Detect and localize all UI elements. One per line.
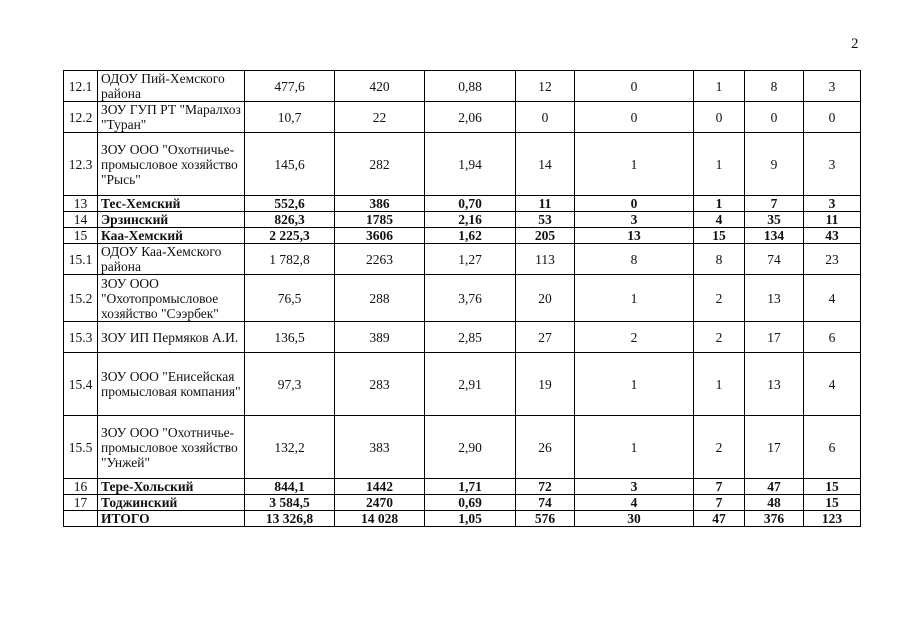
value-cell-c1: 145,6 xyxy=(245,133,335,196)
value-cell-c2: 2263 xyxy=(335,244,425,275)
row-name-cell: ОДОУ Пий-Хемского района xyxy=(98,71,245,102)
value-cell-c5: 8 xyxy=(575,244,694,275)
value-cell-c1: 844,1 xyxy=(245,479,335,495)
row-name-cell: ЗОУ ООО "Охотничье-промысловое хозяйство "Рысь" xyxy=(98,133,245,196)
row-name-cell: Тоджинский xyxy=(98,495,245,511)
value-cell-c6: 7 xyxy=(694,495,745,511)
value-cell-c3: 3,76 xyxy=(425,275,516,322)
table-row xyxy=(64,416,861,479)
table-row xyxy=(64,102,861,133)
value-cell-c7: 47 xyxy=(745,479,804,495)
value-cell-c1: 552,6 xyxy=(245,196,335,212)
value-cell-c5: 0 xyxy=(575,71,694,102)
table-row xyxy=(64,196,861,212)
value-cell-c8: 6 xyxy=(804,416,861,479)
value-cell-c4: 113 xyxy=(516,244,575,275)
value-cell-c7: 134 xyxy=(745,228,804,244)
value-cell-c6: 7 xyxy=(694,479,745,495)
value-cell-c1: 10,7 xyxy=(245,102,335,133)
row-name-cell: Тере-Хольский xyxy=(98,479,245,495)
row-number-cell: 15.1 xyxy=(64,244,98,275)
value-cell-c4: 20 xyxy=(516,275,575,322)
row-number-cell: 12.1 xyxy=(64,71,98,102)
value-cell-c8: 23 xyxy=(804,244,861,275)
table-row xyxy=(64,353,861,416)
value-cell-c2: 2470 xyxy=(335,495,425,511)
value-cell-c2: 3606 xyxy=(335,228,425,244)
value-cell-c4: 72 xyxy=(516,479,575,495)
value-cell-c4: 0 xyxy=(516,102,575,133)
page-number: 2 xyxy=(851,36,859,52)
row-name-cell: ОДОУ Каа-Хемского района xyxy=(98,244,245,275)
value-cell-c3: 2,85 xyxy=(425,322,516,353)
value-cell-c1: 132,2 xyxy=(245,416,335,479)
value-cell-c5: 13 xyxy=(575,228,694,244)
value-cell-c2: 1442 xyxy=(335,479,425,495)
value-cell-c1: 13 326,8 xyxy=(245,511,335,527)
value-cell-c7: 9 xyxy=(745,133,804,196)
value-cell-c8: 3 xyxy=(804,133,861,196)
value-cell-c8: 43 xyxy=(804,228,861,244)
value-cell-c5: 0 xyxy=(575,102,694,133)
value-cell-c8: 6 xyxy=(804,322,861,353)
value-cell-c7: 13 xyxy=(745,353,804,416)
table-row xyxy=(64,133,861,196)
value-cell-c6: 8 xyxy=(694,244,745,275)
value-cell-c8: 3 xyxy=(804,196,861,212)
value-cell-c3: 0,70 xyxy=(425,196,516,212)
value-cell-c8: 4 xyxy=(804,353,861,416)
value-cell-c6: 1 xyxy=(694,133,745,196)
value-cell-c2: 283 xyxy=(335,353,425,416)
row-number-cell: 12.2 xyxy=(64,102,98,133)
value-cell-c6: 1 xyxy=(694,196,745,212)
value-cell-c5: 0 xyxy=(575,196,694,212)
value-cell-c6: 1 xyxy=(694,353,745,416)
value-cell-c4: 74 xyxy=(516,495,575,511)
row-name-cell: Каа-Хемский xyxy=(98,228,245,244)
value-cell-c7: 0 xyxy=(745,102,804,133)
table-row xyxy=(64,244,861,275)
row-number-cell: 15.2 xyxy=(64,275,98,322)
value-cell-c3: 2,06 xyxy=(425,102,516,133)
value-cell-c2: 14 028 xyxy=(335,511,425,527)
value-cell-c5: 1 xyxy=(575,133,694,196)
value-cell-c8: 15 xyxy=(804,495,861,511)
value-cell-c3: 2,16 xyxy=(425,212,516,228)
value-cell-c2: 386 xyxy=(335,196,425,212)
value-cell-c1: 97,3 xyxy=(245,353,335,416)
value-cell-c3: 0,88 xyxy=(425,71,516,102)
row-name-cell: ЗОУ ГУП РТ "Маралхоз "Туран" xyxy=(98,102,245,133)
hunting-resources-table xyxy=(63,70,861,527)
value-cell-c7: 74 xyxy=(745,244,804,275)
value-cell-c8: 11 xyxy=(804,212,861,228)
row-number-cell: 13 xyxy=(64,196,98,212)
value-cell-c4: 205 xyxy=(516,228,575,244)
value-cell-c7: 13 xyxy=(745,275,804,322)
value-cell-c2: 389 xyxy=(335,322,425,353)
value-cell-c1: 136,5 xyxy=(245,322,335,353)
table-row xyxy=(64,275,861,322)
value-cell-c1: 826,3 xyxy=(245,212,335,228)
value-cell-c1: 76,5 xyxy=(245,275,335,322)
value-cell-c3: 1,27 xyxy=(425,244,516,275)
row-number-cell: 15.3 xyxy=(64,322,98,353)
value-cell-c1: 3 584,5 xyxy=(245,495,335,511)
value-cell-c4: 19 xyxy=(516,353,575,416)
value-cell-c5: 1 xyxy=(575,416,694,479)
row-name-cell: ЗОУ ООО "Енисейская промысловая компания" xyxy=(98,353,245,416)
row-number-cell: 15.5 xyxy=(64,416,98,479)
row-name-cell: ЗОУ ООО "Охотничье-промысловое хозяйство "Унжей" xyxy=(98,416,245,479)
value-cell-c2: 22 xyxy=(335,102,425,133)
value-cell-c5: 3 xyxy=(575,212,694,228)
row-number-cell: 15 xyxy=(64,228,98,244)
row-number-cell: 17 xyxy=(64,495,98,511)
value-cell-c2: 383 xyxy=(335,416,425,479)
value-cell-c4: 26 xyxy=(516,416,575,479)
table-row xyxy=(64,228,861,244)
value-cell-c2: 288 xyxy=(335,275,425,322)
value-cell-c6: 2 xyxy=(694,322,745,353)
row-number-cell xyxy=(64,511,98,527)
value-cell-c6: 4 xyxy=(694,212,745,228)
value-cell-c3: 1,71 xyxy=(425,479,516,495)
row-number-cell: 12.3 xyxy=(64,133,98,196)
value-cell-c7: 7 xyxy=(745,196,804,212)
value-cell-c7: 8 xyxy=(745,71,804,102)
row-name-cell: ЗОУ ООО "Охотопромысловое хозяйство "Сээрбек" xyxy=(98,275,245,322)
value-cell-c3: 1,05 xyxy=(425,511,516,527)
value-cell-c8: 4 xyxy=(804,275,861,322)
table-row xyxy=(64,479,861,495)
value-cell-c3: 1,62 xyxy=(425,228,516,244)
row-number-cell: 16 xyxy=(64,479,98,495)
value-cell-c3: 2,91 xyxy=(425,353,516,416)
value-cell-c7: 376 xyxy=(745,511,804,527)
value-cell-c7: 48 xyxy=(745,495,804,511)
row-name-cell: ИТОГО xyxy=(98,511,245,527)
value-cell-c4: 12 xyxy=(516,71,575,102)
value-cell-c1: 1 782,8 xyxy=(245,244,335,275)
table-row xyxy=(64,495,861,511)
value-cell-c8: 3 xyxy=(804,71,861,102)
value-cell-c5: 1 xyxy=(575,275,694,322)
table-row xyxy=(64,212,861,228)
value-cell-c4: 27 xyxy=(516,322,575,353)
value-cell-c4: 576 xyxy=(516,511,575,527)
value-cell-c2: 420 xyxy=(335,71,425,102)
value-cell-c5: 4 xyxy=(575,495,694,511)
value-cell-c5: 1 xyxy=(575,353,694,416)
value-cell-c6: 0 xyxy=(694,102,745,133)
value-cell-c3: 0,69 xyxy=(425,495,516,511)
value-cell-c7: 17 xyxy=(745,416,804,479)
value-cell-c4: 14 xyxy=(516,133,575,196)
value-cell-c1: 477,6 xyxy=(245,71,335,102)
value-cell-c5: 30 xyxy=(575,511,694,527)
value-cell-c6: 47 xyxy=(694,511,745,527)
value-cell-c3: 2,90 xyxy=(425,416,516,479)
row-name-cell: Эрзинский xyxy=(98,212,245,228)
value-cell-c4: 53 xyxy=(516,212,575,228)
table-row xyxy=(64,511,861,527)
row-name-cell: ЗОУ ИП Пермяков А.И. xyxy=(98,322,245,353)
value-cell-c7: 35 xyxy=(745,212,804,228)
value-cell-c3: 1,94 xyxy=(425,133,516,196)
value-cell-c4: 11 xyxy=(516,196,575,212)
table-row xyxy=(64,322,861,353)
value-cell-c6: 2 xyxy=(694,275,745,322)
value-cell-c8: 0 xyxy=(804,102,861,133)
row-number-cell: 15.4 xyxy=(64,353,98,416)
table-row xyxy=(64,71,861,102)
value-cell-c2: 1785 xyxy=(335,212,425,228)
row-name-cell: Тес-Хемский xyxy=(98,196,245,212)
value-cell-c8: 15 xyxy=(804,479,861,495)
value-cell-c5: 3 xyxy=(575,479,694,495)
value-cell-c2: 282 xyxy=(335,133,425,196)
value-cell-c1: 2 225,3 xyxy=(245,228,335,244)
value-cell-c6: 1 xyxy=(694,71,745,102)
value-cell-c6: 15 xyxy=(694,228,745,244)
value-cell-c5: 2 xyxy=(575,322,694,353)
row-number-cell: 14 xyxy=(64,212,98,228)
value-cell-c8: 123 xyxy=(804,511,861,527)
value-cell-c7: 17 xyxy=(745,322,804,353)
value-cell-c6: 2 xyxy=(694,416,745,479)
